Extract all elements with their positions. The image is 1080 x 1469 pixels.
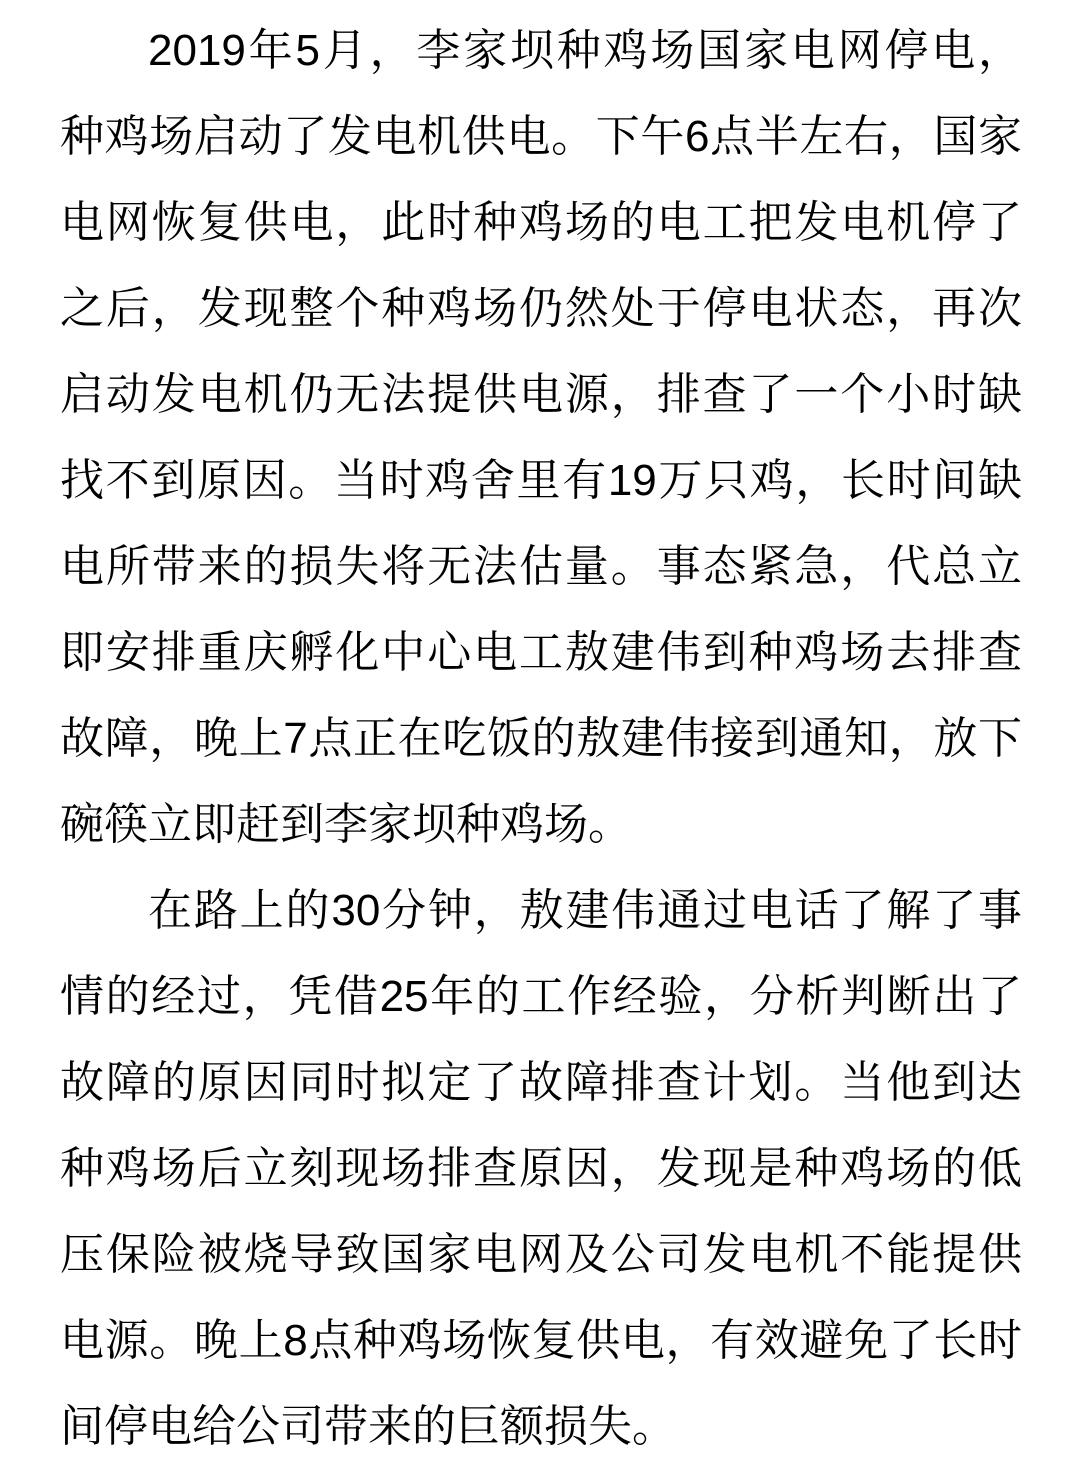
text-line: 碗筷立即赶到李家坝种鸡场。 (60, 800, 632, 849)
document-body (60, 8, 1022, 1469)
text-line: 电网恢复供电，此时种鸡场的电工把发电机停了 (60, 198, 1022, 247)
text-line: 电所带来的损失将无法估量。事态紧急，代总立 (60, 542, 1022, 591)
paragraph (60, 868, 1022, 1469)
paragraph (60, 8, 1022, 868)
text-line: 情的经过，凭借25年的工作经验，分析判断出了 (60, 972, 1022, 1021)
text-line: 找不到原因。当时鸡舍里有19万只鸡，长时间缺 (60, 456, 1022, 505)
text-line: 故障的原因同时拟定了故障排查计划。当他到达 (60, 1058, 1022, 1107)
text-line: 种鸡场启动了发电机供电。下午6点半左右，国家 (60, 112, 1022, 161)
text-line: 压保险被烧导致国家电网及公司发电机不能提供 (60, 1230, 1022, 1279)
text-line: 启动发电机仍无法提供电源，排查了一个小时缺 (60, 370, 1022, 419)
text-line: 种鸡场后立刻现场排查原因，发现是种鸡场的低 (60, 1144, 1022, 1193)
text-line: 2019年5月，李家坝种鸡场国家电网停电， (148, 26, 1022, 75)
text-line: 在路上的30分钟，敖建伟通过电话了解了事 (148, 886, 1022, 935)
text-line: 故障，晚上7点正在吃饭的敖建伟接到通知，放下 (60, 714, 1022, 763)
text-line: 间停电给公司带来的巨额损失。 (60, 1402, 676, 1451)
text-line: 电源。晚上8点种鸡场恢复供电，有效避免了长时 (60, 1316, 1022, 1365)
text-line: 即安排重庆孵化中心电工敖建伟到种鸡场去排查 (60, 628, 1022, 677)
text-line: 之后，发现整个种鸡场仍然处于停电状态，再次 (60, 284, 1022, 333)
